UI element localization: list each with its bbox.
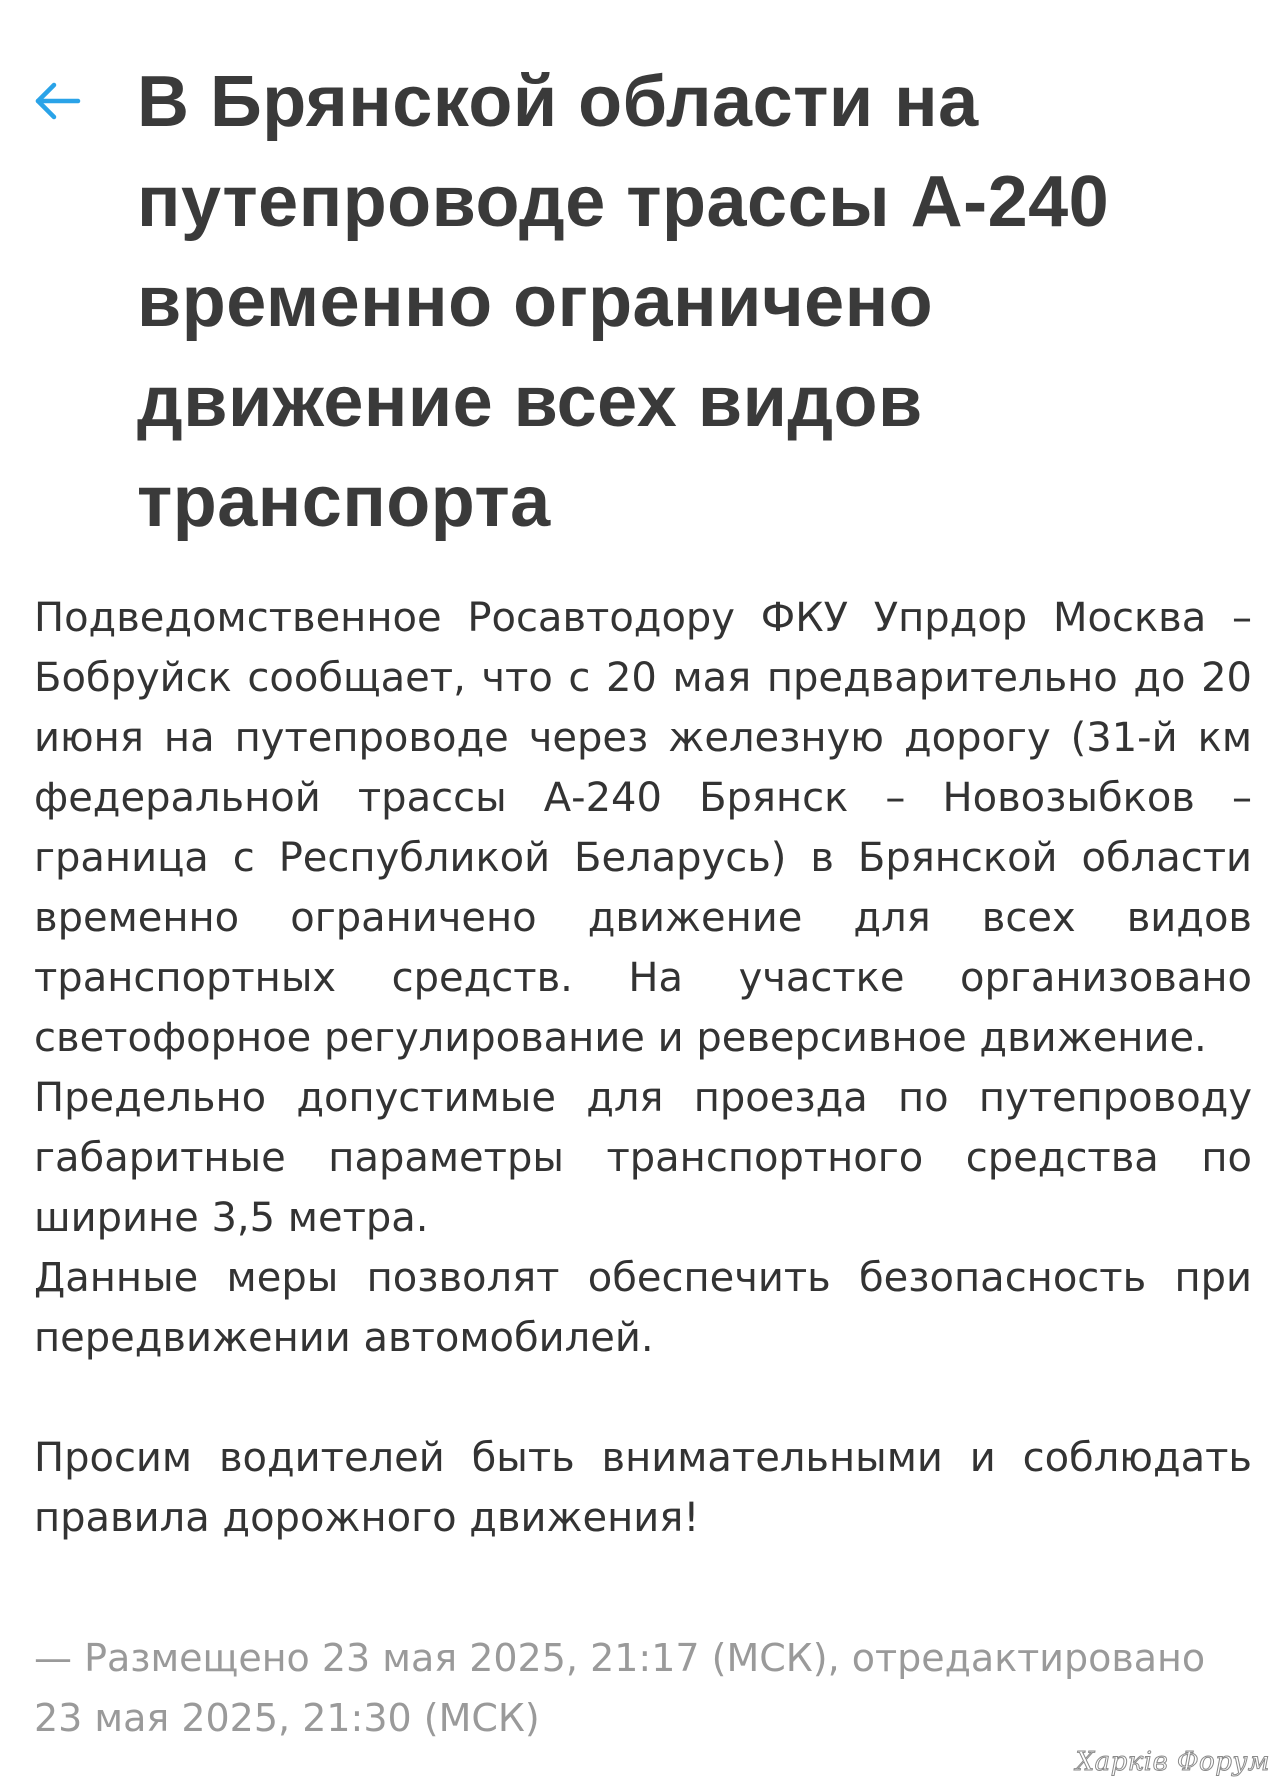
paragraph-spacer bbox=[34, 1368, 1252, 1428]
article-body bbox=[34, 588, 1252, 1548]
article-paragraph: Предельно допустимые для проезда по путепроводу габаритные параметры транспортного средства по ширине 3,5 метра. bbox=[34, 1075, 1252, 1241]
article-paragraph: Подведомственное Росавтодору ФКУ Упрдор Москва – Бобруйск сообщает, что с 20 мая предварительно до 20 июня на путепроводе через железную дорогу (31-й км федеральной трассы А-240 Брянск – Новозыбков – граница с Республикой Беларусь) в Брянской области временно ограничено движение для всех видов транспортных средств. На участке организовано светофорное регулирование и реверсивное движение. bbox=[34, 595, 1252, 1061]
article-paragraph: Данные меры позволят обеспечить безопасность при передвижении автомобилей. bbox=[34, 1255, 1252, 1361]
page-title: В Брянской области на путепроводе трассы А-240 временно ограничено движение всех видов транспорта bbox=[137, 62, 1110, 542]
watermark-text: Харків Форум bbox=[1075, 1747, 1270, 1777]
back-button[interactable] bbox=[28, 72, 86, 130]
article-paragraph: Просим водителей быть внимательными и соблюдать правила дорожного движения! bbox=[34, 1435, 1252, 1541]
arrow-left-icon bbox=[30, 74, 84, 128]
publication-meta: — Размещено 23 мая 2025, 21:17 (МСК), отредактировано 23 мая 2025, 21:30 (МСК) bbox=[34, 1636, 1206, 1740]
